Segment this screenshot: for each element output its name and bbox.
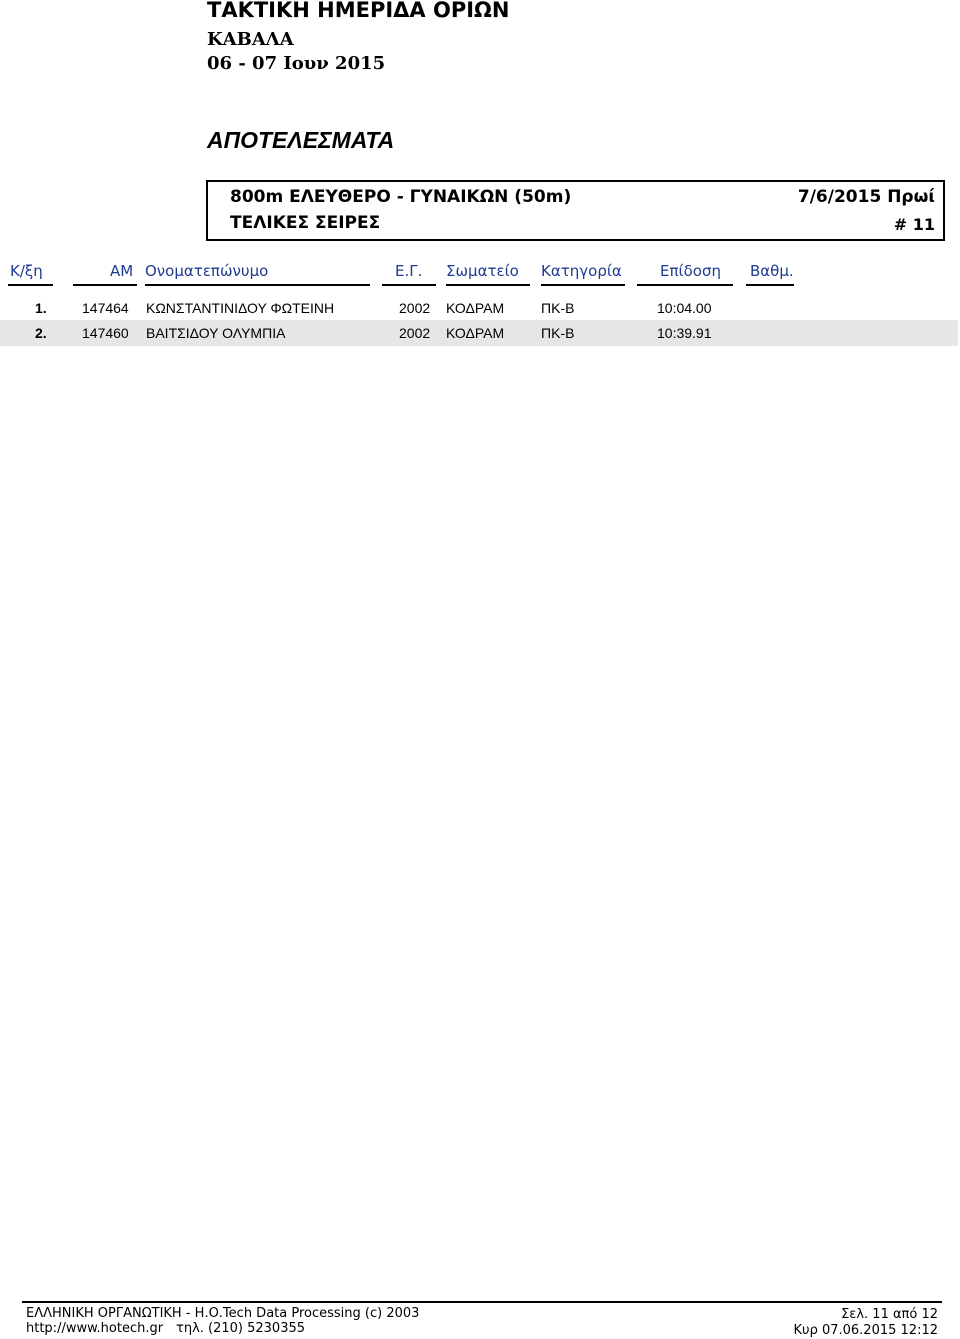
event-date-session: 7/6/2015 Πρωί (797, 187, 935, 207)
row-name: ΒΑΙΤΣΙΔΟΥ ΟΛΥΜΠΙΑ (146, 325, 286, 341)
event-name: 800m ΕΛΕΥΘΕΡΟ - ΓΥΝΑΙΚΩΝ (50m) (230, 187, 572, 207)
row-name: ΚΩΝΣΤΑΝΤΙΝΙΔΟΥ ΦΩΤΕΙΝΗ (146, 300, 335, 316)
event-round: ΤΕΛΙΚΕΣ ΣΕΙΡΕΣ (230, 213, 381, 233)
row-birth-year: 2002 (399, 325, 431, 341)
event-box (206, 180, 945, 241)
column-underline (8, 284, 53, 286)
row-time: 10:04.00 (657, 300, 712, 316)
footer-org: ΕΛΛΗΝΙΚΗ ΟΡΓΑΝΩΤΙΚΗ - Η.Ο.Tech Data Processing (c) 2003 (26, 1306, 420, 1321)
meet-dates: 06 - 07 Ιουν 2015 (207, 53, 386, 74)
row-rank: 2. (35, 325, 47, 341)
meet-title: ΤΑΚΤΙΚΗ ΗΜΕΡΙΔΑ ΟΡΙΩΝ (207, 0, 510, 22)
column-underline (746, 284, 794, 286)
column-header-am: ΑΜ (110, 262, 134, 280)
column-header-points: Βαθμ. (750, 262, 794, 280)
footer-divider (22, 1301, 942, 1303)
column-underline (73, 284, 137, 286)
footer-phone: τηλ. (210) 5230355 (176, 1321, 306, 1336)
row-am: 147460 (82, 325, 129, 341)
meet-city: ΚΑΒΑΛΑ (207, 29, 294, 50)
footer-printed-timestamp: Κυρ 07.06.2015 12:12 (793, 1323, 938, 1338)
column-header-time: Επίδοση (660, 262, 721, 280)
footer-url[interactable]: http://www.hotech.gr (26, 1321, 164, 1336)
row-birth-year: 2002 (399, 300, 431, 316)
column-underline (145, 284, 370, 286)
column-underline (637, 284, 733, 286)
column-header-rank: Κ/ξη (10, 262, 43, 280)
row-am: 147464 (82, 300, 129, 316)
table-row (0, 320, 958, 346)
column-header-birth-year: Ε.Γ. (395, 262, 423, 280)
row-category: ΠΚ-Β (541, 300, 575, 316)
results-heading: ΑΠΟΤΕΛΕΣΜΑΤΑ (207, 127, 395, 153)
row-time: 10:39.91 (657, 325, 712, 341)
table-row (0, 295, 958, 321)
column-header-club: Σωματείο (446, 262, 519, 280)
row-club: ΚΟΔΡΑΜ (446, 300, 505, 316)
column-header-name: Ονοματεπώνυμο (145, 262, 269, 280)
row-rank: 1. (35, 300, 47, 316)
column-underline (541, 284, 625, 286)
column-header-category: Κατηγορία (541, 262, 622, 280)
row-category: ΠΚ-Β (541, 325, 575, 341)
footer-page-number: Σελ. 11 από 12 (841, 1307, 938, 1322)
event-number: # 11 (893, 215, 935, 234)
column-underline (382, 284, 436, 286)
row-club: ΚΟΔΡΑΜ (446, 325, 505, 341)
column-underline (446, 284, 530, 286)
